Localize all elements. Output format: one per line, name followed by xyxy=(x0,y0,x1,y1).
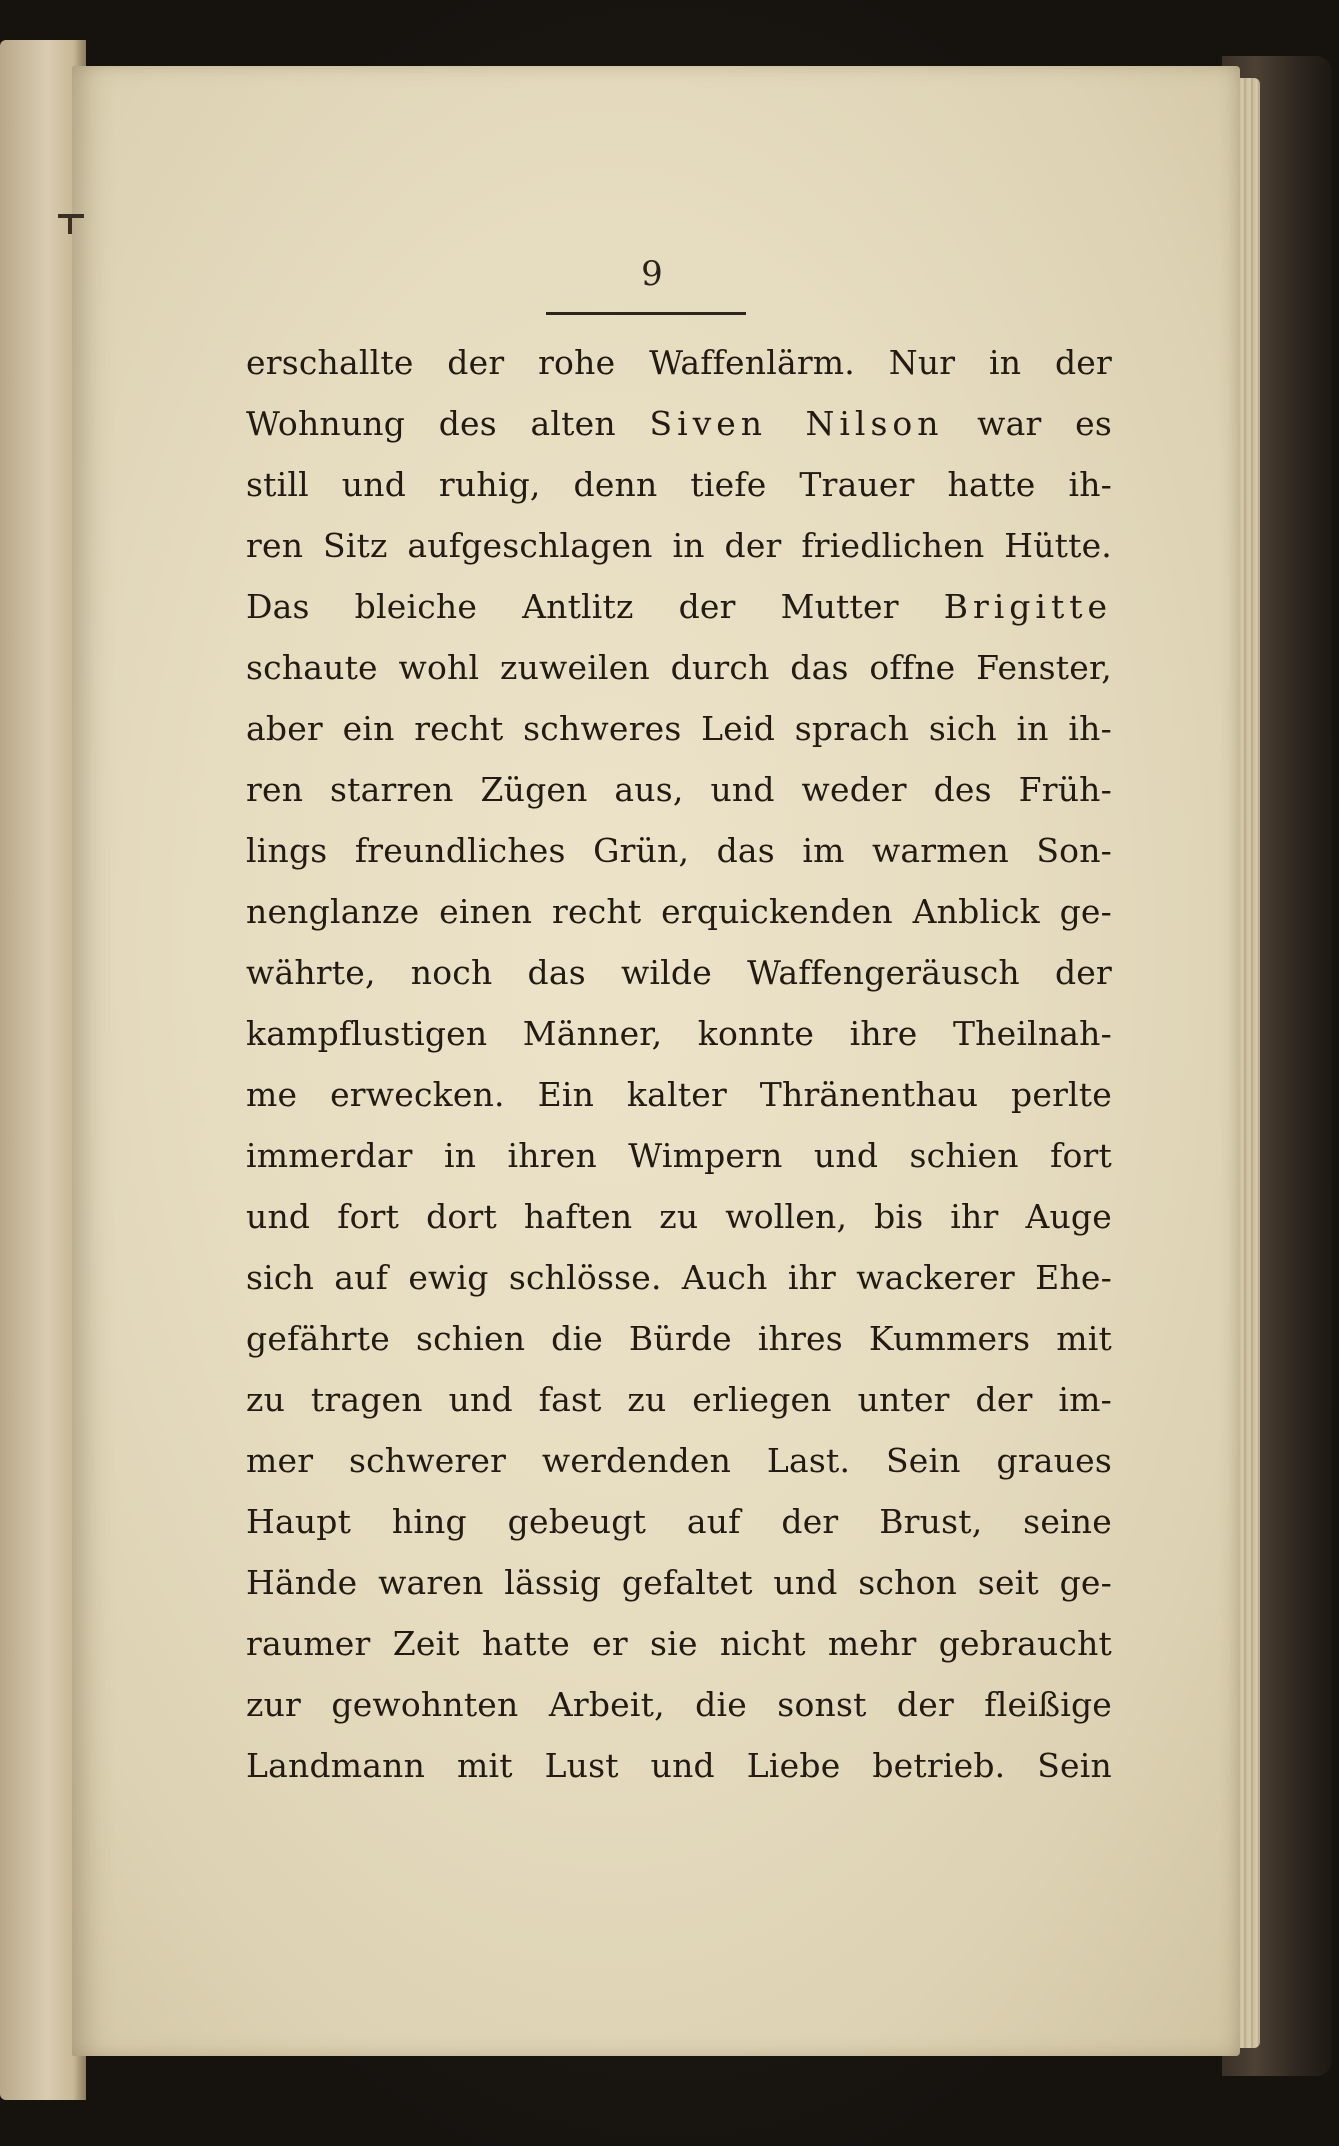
text-run: nenglanze einen recht erquickenden Anblick ge- xyxy=(246,892,1112,931)
text-run: raumer Zeit hatte er sie nicht mehr gebraucht xyxy=(246,1624,1112,1663)
text-line xyxy=(246,454,1112,515)
text-line xyxy=(246,1308,1112,1369)
text-run: währte, noch das wilde Waffengeräusch der xyxy=(246,953,1112,992)
text-line xyxy=(246,393,1112,454)
text-run: zur gewohnten Arbeit, die sonst der fleißige xyxy=(246,1685,1112,1724)
text-line xyxy=(246,820,1112,881)
text-line xyxy=(246,698,1112,759)
text-run: kampflustigen Männer, konnte ihre Theilnah- xyxy=(246,1014,1112,1053)
text-line xyxy=(246,1125,1112,1186)
text-run: me erwecken. Ein kalter Thränenthau perlte xyxy=(246,1075,1112,1114)
body-text xyxy=(246,332,1112,1796)
text-line xyxy=(246,1491,1112,1552)
text-line xyxy=(246,1552,1112,1613)
text-run: war es xyxy=(943,404,1112,443)
text-line xyxy=(246,332,1112,393)
text-run: sich auf ewig schlösse. Auch ihr wackerer Ehe- xyxy=(246,1258,1112,1297)
text-line xyxy=(246,1613,1112,1674)
text-line xyxy=(246,1674,1112,1735)
text-line xyxy=(246,1003,1112,1064)
text-run: zu tragen und fast zu erliegen unter der im- xyxy=(246,1380,1112,1419)
text-run: gefährte schien die Bürde ihres Kummers mit xyxy=(246,1319,1112,1358)
text-line xyxy=(246,1247,1112,1308)
text-run: ren starren Zügen aus, und weder des Früh- xyxy=(246,770,1112,809)
text-run: ren Sitz aufgeschlagen in der friedlichen Hütte. xyxy=(246,526,1112,565)
text-line xyxy=(246,942,1112,1003)
text-run: Wohnung des alten xyxy=(246,404,650,443)
text-line xyxy=(246,1064,1112,1125)
text-line xyxy=(246,1430,1112,1491)
text-run: Das bleiche Antlitz der Mutter xyxy=(246,587,944,626)
text-run: still und ruhig, denn tiefe Trauer hatte ih- xyxy=(246,465,1112,504)
text-run: erschallte der rohe Waffenlärm. Nur in der xyxy=(246,343,1112,382)
text-run: Haupt hing gebeugt auf der Brust, seine xyxy=(246,1502,1112,1541)
text-line xyxy=(246,515,1112,576)
text-run: lings freundliches Grün, das im warmen Son- xyxy=(246,831,1112,870)
page-number: 9 xyxy=(641,254,663,294)
text-line xyxy=(246,637,1112,698)
text-run: aber ein recht schweres Leid sprach sich in ih- xyxy=(246,709,1112,748)
header-rule xyxy=(546,312,746,315)
text-run: mer schwerer werdenden Last. Sein graues xyxy=(246,1441,1112,1480)
text-run: Landmann mit Lust und Liebe betrieb. Sein xyxy=(246,1746,1112,1785)
text-run: immerdar in ihren Wimpern und schien fort xyxy=(246,1136,1112,1175)
text-line xyxy=(246,1735,1112,1796)
text-line xyxy=(246,1369,1112,1430)
text-line xyxy=(246,1186,1112,1247)
text-line xyxy=(246,759,1112,820)
text-line xyxy=(246,576,1112,637)
name-spaced: Siven Nilson xyxy=(649,404,944,443)
text-run: Hände waren lässig gefaltet und schon seit ge- xyxy=(246,1563,1112,1602)
text-run: und fort dort haften zu wollen, bis ihr Auge xyxy=(246,1197,1112,1236)
margin-mark xyxy=(68,214,72,234)
name-spaced: Brigitte xyxy=(943,587,1112,626)
text-run: schaute wohl zuweilen durch das offne Fenster, xyxy=(246,648,1112,687)
text-line xyxy=(246,881,1112,942)
